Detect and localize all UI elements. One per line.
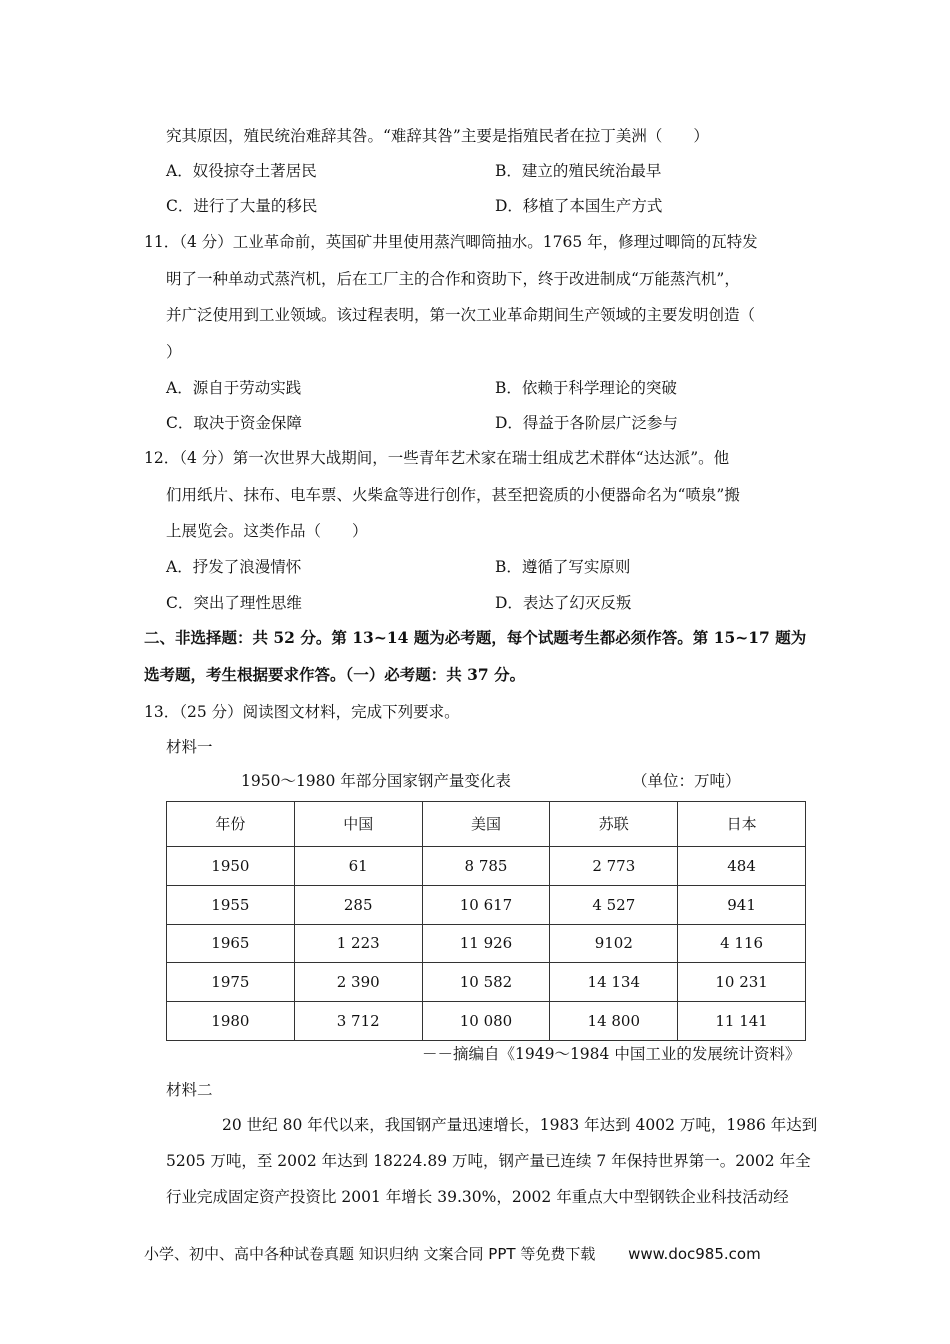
q11-option-b[interactable]: B．依赖于科学理论的突破 [495, 379, 677, 397]
table-unit: （单位：万吨） [632, 772, 741, 790]
table-cell: 14 800 [550, 1002, 678, 1041]
q12-line-1: 12．（4 分）第一次世界大战期间，一些青年艺术家在瑞士组成艺术群体“达达派”。他 [144, 449, 730, 467]
table-cell: 2 773 [550, 846, 678, 885]
table-header-cell: 年份 [167, 802, 295, 847]
q11-line-1: 11．（4 分）工业革命前，英国矿井里使用蒸汽唧筒抽水。1765 年，修理过唧筒的瓦特发 [144, 233, 758, 251]
q12-line-3: 上展览会。这类作品（ ） [166, 522, 368, 540]
q13-stem: 13．（25 分）阅读图文材料，完成下列要求。 [144, 703, 460, 721]
q12-line-2: 们用纸片、抹布、电车票、火柴盒等进行创作，甚至把瓷质的小便器命名为“喷泉”搬 [166, 486, 740, 504]
q11-option-d[interactable]: D．得益于各阶层广泛参与 [495, 414, 678, 432]
table-row [167, 885, 806, 924]
table-cell: 10 080 [422, 1002, 550, 1041]
table-cell: 3 712 [294, 1002, 422, 1041]
table-cell: 1 223 [294, 924, 422, 963]
table-header-row [167, 802, 806, 847]
q12-option-d[interactable]: D．表达了幻灭反叛 [495, 594, 632, 612]
table-cell: 10 231 [678, 963, 806, 1002]
q10-option-a[interactable]: A．奴役掠夺土著居民 [166, 162, 317, 180]
material-2-line-2: 5205 万吨，至 2002 年达到 18224.89 万吨，钢产量已连续 7 年保持世界第一。2002 年全 [166, 1152, 811, 1170]
table-header-cell: 中国 [294, 802, 422, 847]
table-row [167, 846, 806, 885]
q11-line-3: 并广泛使用到工业领域。该过程表明，第一次工业革命期间生产领域的主要发明创造（ [166, 306, 756, 324]
table-cell: 10 617 [422, 885, 550, 924]
table-row [167, 1002, 806, 1041]
table-cell: 11 926 [422, 924, 550, 963]
q10-option-b[interactable]: B．建立的殖民统治最早 [495, 162, 662, 180]
page-footer [144, 1243, 761, 1264]
table-cell: 10 582 [422, 963, 550, 1002]
q11-option-c[interactable]: C．取决于资金保障 [166, 414, 302, 432]
table-header-cell: 日本 [678, 802, 806, 847]
table-cell: 285 [294, 885, 422, 924]
table-cell: 4 116 [678, 924, 806, 963]
q11-option-a[interactable]: A．源自于劳动实践 [166, 379, 302, 397]
table-cell: 11 141 [678, 1002, 806, 1041]
q10-stem-tail: 究其原因，殖民统治难辞其咎。“难辞其咎”主要是指殖民者在拉丁美洲（ ） [166, 127, 709, 145]
steel-output-table [166, 801, 806, 1041]
table-header-cell: 美国 [422, 802, 550, 847]
table-cell: 484 [678, 846, 806, 885]
q12-option-c[interactable]: C．突出了理性思维 [166, 594, 302, 612]
table-title: 1950～1980 年部分国家钢产量变化表 [241, 772, 511, 790]
section-2-heading-line-1: 二、非选择题：共 52 分。第 13~14 题为必考题，每个试题考生都必须作答。第 15~17 题为 [144, 628, 807, 647]
table-cell: 8 785 [422, 846, 550, 885]
q11-line-4: ） [166, 343, 182, 361]
q12-option-a[interactable]: A．抒发了浪漫情怀 [166, 558, 302, 576]
table-cell: 14 134 [550, 963, 678, 1002]
table-cell: 61 [294, 846, 422, 885]
table-cell: 1965 [167, 924, 295, 963]
table-cell: 1950 [167, 846, 295, 885]
material-1-label: 材料一 [166, 738, 213, 756]
table-cell: 2 390 [294, 963, 422, 1002]
table-cell: 1980 [167, 1002, 295, 1041]
table-cell: 9102 [550, 924, 678, 963]
material-2-line-1: 20 世纪 80 年代以来，我国钢产量迅速增长，1983 年达到 4002 万吨，1986 年达到 [222, 1116, 818, 1134]
table-cell: 1955 [167, 885, 295, 924]
material-2-line-3: 行业完成固定资产投资比 2001 年增长 39.30%，2002 年重点大中型钢铁企业科技活动经 [166, 1188, 789, 1206]
q10-option-c[interactable]: C．进行了大量的移民 [166, 197, 318, 215]
table-row [167, 924, 806, 963]
q12-option-b[interactable]: B．遵循了写实原则 [495, 558, 631, 576]
material-2-label: 材料二 [166, 1081, 213, 1099]
table-cell: 4 527 [550, 885, 678, 924]
table-cell: 1975 [167, 963, 295, 1002]
table-source: －－摘编自《1949～1984 中国工业的发展统计资料》 [422, 1045, 801, 1063]
q10-option-d[interactable]: D．移植了本国生产方式 [495, 197, 663, 215]
table-header-cell: 苏联 [550, 802, 678, 847]
table-row [167, 963, 806, 1002]
footer-text: 小学、初中、高中各种试卷真题 知识归纳 文案合同 PPT 等免费下载 [144, 1245, 596, 1263]
q11-line-2: 明了一种单动式蒸汽机，后在工厂主的合作和资助下，终于改进制成“万能蒸汽机”， [166, 270, 740, 288]
table-cell: 941 [678, 885, 806, 924]
footer-link[interactable]: www.doc985.com [628, 1245, 761, 1263]
section-2-heading-line-2: 选考题，考生根据要求作答。（一）必考题：共 37 分。 [144, 665, 526, 684]
